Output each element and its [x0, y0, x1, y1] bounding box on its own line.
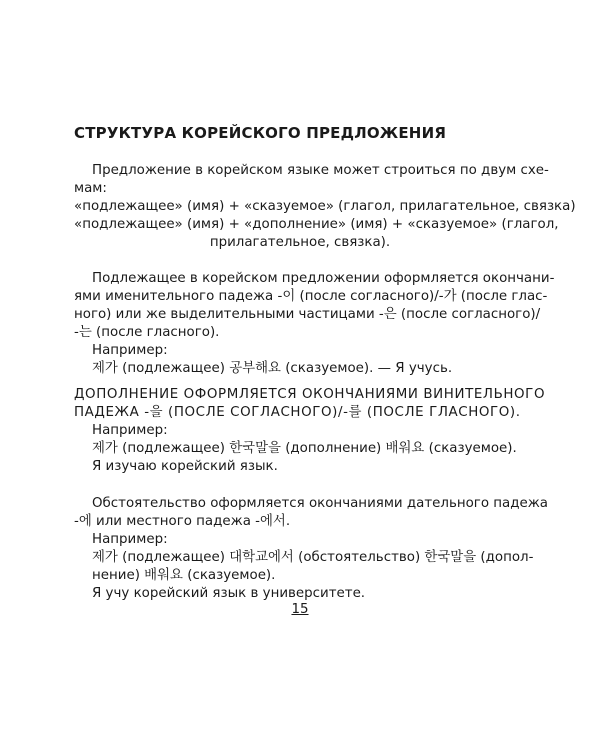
example-line: 제가 (подлежащее) 공부해요 (сказуемое). — Я учусь.: [92, 361, 453, 376]
paragraph-line: Обстоятельство оформляется окончаниями дательного падежа: [92, 496, 548, 511]
paragraph-line: ДОПОЛНЕНИЕ ОФОРМЛЯЕТСЯ ОКОНЧАНИЯМИ ВИНИТЕЛЬНОГО: [74, 387, 546, 402]
paragraph-line: -는 (после гласного).: [74, 325, 220, 340]
scheme-line: «подлежащее» (имя) + «дополнение» (имя) + «сказуемое» (глагол,: [74, 217, 559, 232]
paragraph-line: -에 или местного падежа -에서.: [74, 514, 291, 529]
paragraph-line: мам:: [74, 181, 107, 196]
example-line: 제가 (подлежащее) 한국말을 (дополнение) 배워요 (сказуемое).: [92, 441, 517, 456]
example-label: Например:: [92, 423, 168, 438]
translation-line: Я изучаю корейский язык.: [92, 459, 278, 474]
scheme-line: прилагательное, связка).: [209, 235, 391, 250]
paragraph-line: Предложение в корейском языке может строиться по двум схе-: [92, 163, 549, 178]
paragraph-line: Подлежащее в корейском предложении оформляется окончани-: [92, 271, 555, 286]
example-label: Например:: [92, 343, 168, 358]
scheme-line: «подлежащее» (имя) + «сказуемое» (глагол, прилагательное, связка): [74, 199, 576, 214]
example-line: 제가 (подлежащее) 대학교에서 (обстоятельство) 한국말을 (допол-: [92, 550, 534, 565]
page-title: СТРУКТУРА КОРЕЙСКОГО ПРЕДЛОЖЕНИЯ: [74, 124, 447, 142]
paragraph-line: ного) или же выделительными частицами -은 (после согласного)/: [74, 307, 541, 322]
example-line: нение) 배워요 (сказуемое).: [92, 568, 276, 583]
paragraph-line: ями именительного падежа -이 (после согласного)/-가 (после глас-: [74, 289, 548, 304]
paragraph-line: ПАДЕЖА -을 (ПОСЛЕ СОГЛАСНОГО)/-를 (ПОСЛЕ ГЛАСНОГО).: [74, 405, 521, 420]
page-number: 15: [291, 602, 309, 617]
translation-line: Я учу корейский язык в университете.: [92, 586, 366, 601]
example-label: Например:: [92, 532, 168, 547]
